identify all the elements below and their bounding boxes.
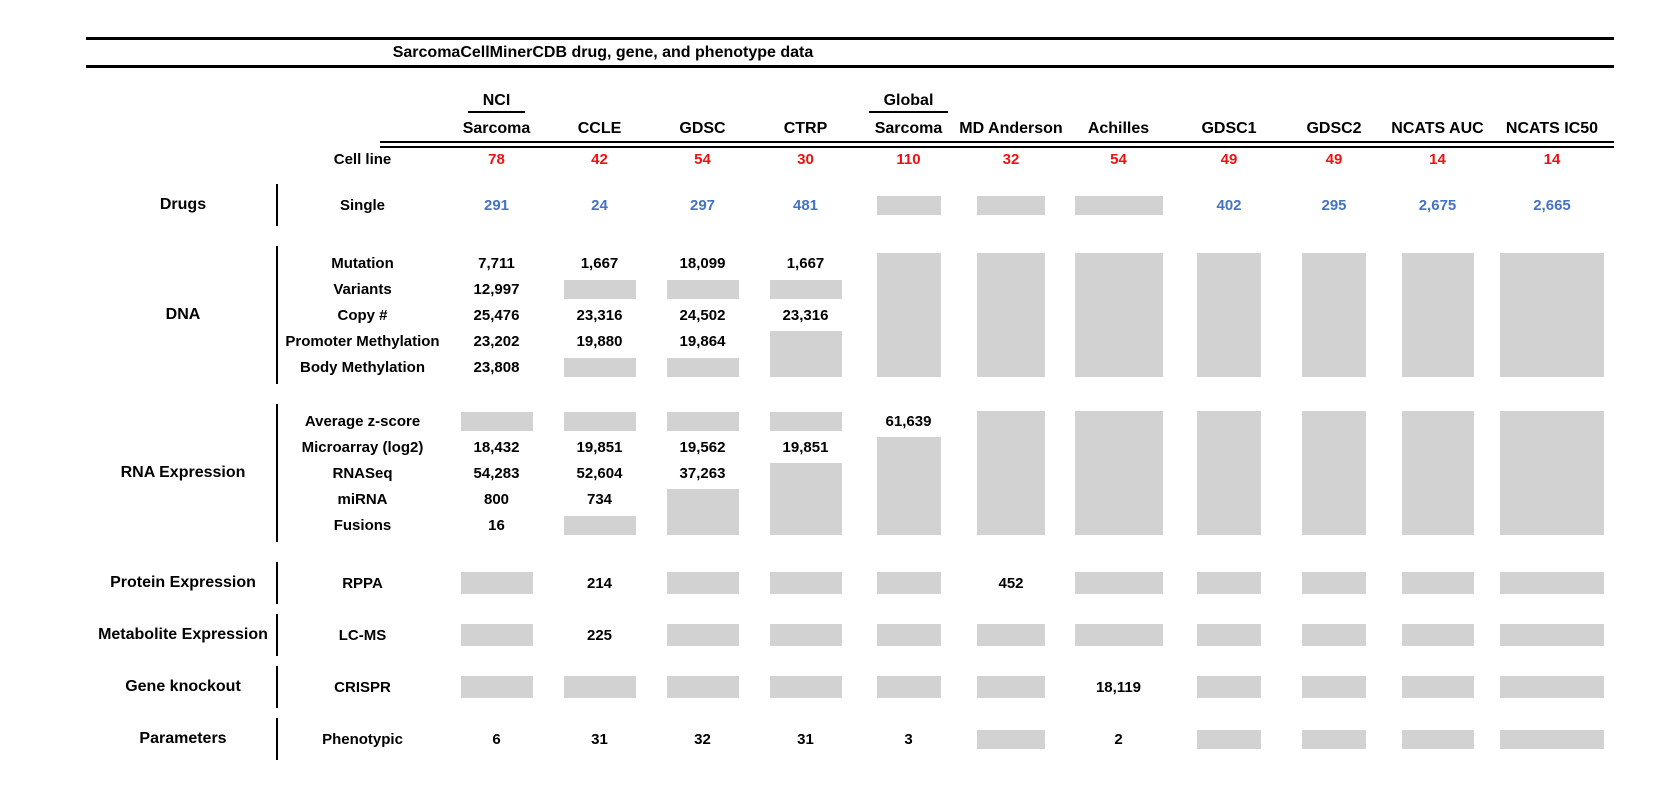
no-data-box [1500,411,1604,535]
col-header-top-label: NCI [468,92,526,113]
no-data-box [1500,624,1604,646]
no-data-box [1197,624,1261,646]
no-data-box [667,489,739,535]
col-header: CTRP [783,120,828,137]
no-data-box [1500,676,1604,698]
no-data-box [877,572,941,594]
no-data-box [770,676,842,698]
value-cell: 24 [591,196,608,214]
no-data-box [564,516,636,535]
no-data-box [1402,730,1474,749]
no-data-box [1075,572,1163,594]
value-cell: 16 [488,516,505,534]
value-cell: 61,639 [885,412,932,430]
row-label: Single [339,196,385,214]
no-data-box [1500,253,1604,377]
no-data-box [1302,624,1366,646]
cell-line-count: 78 [488,150,505,168]
category-label: Parameters [139,730,227,747]
divider-bar [276,562,278,604]
value-cell: 19,562 [679,438,726,456]
value-cell: 225 [586,626,613,644]
value-cell: 23,316 [782,306,829,324]
no-data-box [977,624,1045,646]
row-label: Microarray (log2) [301,438,424,456]
row-label: CRISPR [334,678,391,696]
value-cell: 297 [689,196,716,214]
row-label: Variants [333,280,392,298]
value-cell: 6 [492,730,501,748]
value-cell: 12,997 [473,280,520,298]
no-data-box [977,196,1045,215]
divider-bar [276,184,278,226]
value-cell: 734 [586,490,613,508]
no-data-box [564,412,636,431]
col-header: Sarcoma [874,120,943,137]
no-data-box [461,624,533,646]
no-data-box [1302,676,1366,698]
no-data-box [1197,253,1261,377]
header-double-rule [380,141,1614,148]
value-cell: 19,864 [679,332,726,350]
category-label: DNA [165,306,201,323]
no-data-box [1402,572,1474,594]
cell-line-count: 54 [1110,150,1127,168]
col-header: GDSC2 [1306,120,1362,137]
col-header: GDSC1 [1201,120,1257,137]
divider-bar [276,666,278,708]
value-cell: 452 [998,574,1024,592]
no-data-box [877,253,941,377]
row-label: RPPA [342,574,383,592]
data-matrix [86,148,1669,752]
no-data-box [1075,196,1163,215]
value-cell: 54,283 [473,464,520,482]
value-cell: 1,667 [580,254,619,272]
no-data-box [770,412,842,431]
value-cell: 18,119 [1095,678,1142,696]
no-data-box [1075,624,1163,646]
no-data-box [977,676,1045,698]
value-cell: 24,502 [679,306,726,324]
cell-line-count: 14 [1543,150,1561,168]
divider-bar [276,246,278,384]
no-data-box [667,676,739,698]
no-data-box [564,280,636,299]
no-data-box [1302,572,1366,594]
no-data-box [1402,253,1474,377]
no-data-box [1075,411,1163,535]
value-cell: 25,476 [473,306,520,324]
cell-line-count: 49 [1220,150,1238,168]
value-cell: 23,316 [576,306,623,324]
col-header-top [468,92,526,113]
no-data-box [1402,676,1474,698]
row-label: Promoter Methylation [285,332,440,350]
value-cell: 800 [483,490,510,508]
value-cell: 295 [1321,196,1347,214]
no-data-box [1402,624,1474,646]
row-label: miRNA [337,490,388,508]
col-header: GDSC [679,120,726,137]
value-cell: 37,263 [679,464,726,482]
column-headers [86,91,1669,141]
no-data-box [977,411,1045,535]
no-data-box [877,196,941,215]
no-data-box [770,331,842,377]
cell-line-count: 32 [1002,150,1020,168]
no-data-box [1075,253,1163,377]
value-cell: 3 [904,730,913,748]
value-cell: 31 [591,730,608,748]
no-data-box [461,412,533,431]
col-header: Achilles [1087,120,1150,137]
no-data-box [770,624,842,646]
divider-bar [276,404,278,542]
no-data-box [1197,730,1261,749]
row-label: RNASeq [332,464,393,482]
no-data-box [1197,411,1261,535]
value-cell: 23,808 [473,358,520,376]
no-data-box [1302,411,1366,535]
row-label-cell-line: Cell line [333,150,392,168]
category-label: RNA Expression [120,464,246,481]
value-cell: 23,202 [473,332,520,350]
no-data-box [1197,572,1261,594]
value-cell: 31 [797,730,814,748]
col-header: CCLE [577,120,622,137]
cell-line-count: 30 [797,150,814,168]
no-data-box [877,437,941,535]
no-data-box [1500,730,1604,749]
value-cell: 2 [1114,730,1123,748]
no-data-box [564,676,636,698]
no-data-box [1402,411,1474,535]
no-data-box [770,572,842,594]
no-data-box [667,624,739,646]
row-label: Fusions [333,516,392,534]
category-label: Metabolite Expression [98,626,268,643]
row-label: Copy # [337,306,388,324]
value-cell: 7,711 [478,254,515,272]
no-data-box [1197,676,1261,698]
value-cell: 32 [694,730,711,748]
col-header-top-label: Global [869,92,949,113]
value-cell: 2,675 [1418,196,1457,214]
cell-line-count: 54 [694,150,711,168]
no-data-box [667,572,739,594]
value-cell: 291 [483,196,510,214]
cell-line-count: 49 [1325,150,1343,168]
divider-bar [276,718,278,760]
col-header: NCATS IC50 [1505,120,1599,137]
no-data-box [564,358,636,377]
value-cell: 2,665 [1533,196,1571,214]
cell-line-count: 110 [896,150,921,168]
no-data-box [977,730,1045,749]
title-band [86,37,1614,68]
cell-line-count: 42 [591,150,608,168]
no-data-box [770,463,842,535]
cell-line-count: 14 [1429,150,1446,168]
value-cell: 18,432 [473,438,520,456]
divider-bar [276,614,278,656]
value-cell: 52,604 [576,464,623,482]
value-cell: 19,851 [782,438,829,456]
value-cell: 18,099 [679,254,726,272]
category-label: Protein Expression [110,574,256,591]
category-label: Gene knockout [125,678,241,695]
no-data-box [1500,572,1604,594]
value-cell: 481 [792,196,819,214]
figure-title: SarcomaCellMinerCDB drug, gene, and phenotype data [392,44,814,61]
col-header-top [869,92,949,113]
col-header: MD Anderson [959,120,1063,137]
value-cell: 402 [1216,196,1242,214]
value-cell: 1,667 [786,254,825,272]
value-cell: 214 [586,574,613,592]
no-data-box [1302,730,1366,749]
category-label: Drugs [159,196,207,213]
no-data-box [877,624,941,646]
row-label: LC-MS [338,626,387,644]
no-data-box [461,676,533,698]
no-data-box [877,676,941,698]
row-label: Phenotypic [322,730,403,748]
no-data-box [770,280,842,299]
no-data-box [667,280,739,299]
value-cell: 19,851 [576,438,623,456]
row-label: Mutation [331,254,394,272]
no-data-box [1302,253,1366,377]
no-data-box [977,253,1045,377]
value-cell: 19,880 [576,332,623,350]
col-header: Sarcoma [462,120,531,137]
col-header: NCATS AUC [1391,120,1484,137]
no-data-box [667,358,739,377]
row-label: Body Methylation [299,358,425,376]
row-label: Average z-score [304,412,421,430]
no-data-box [461,572,533,594]
no-data-box [667,412,739,431]
